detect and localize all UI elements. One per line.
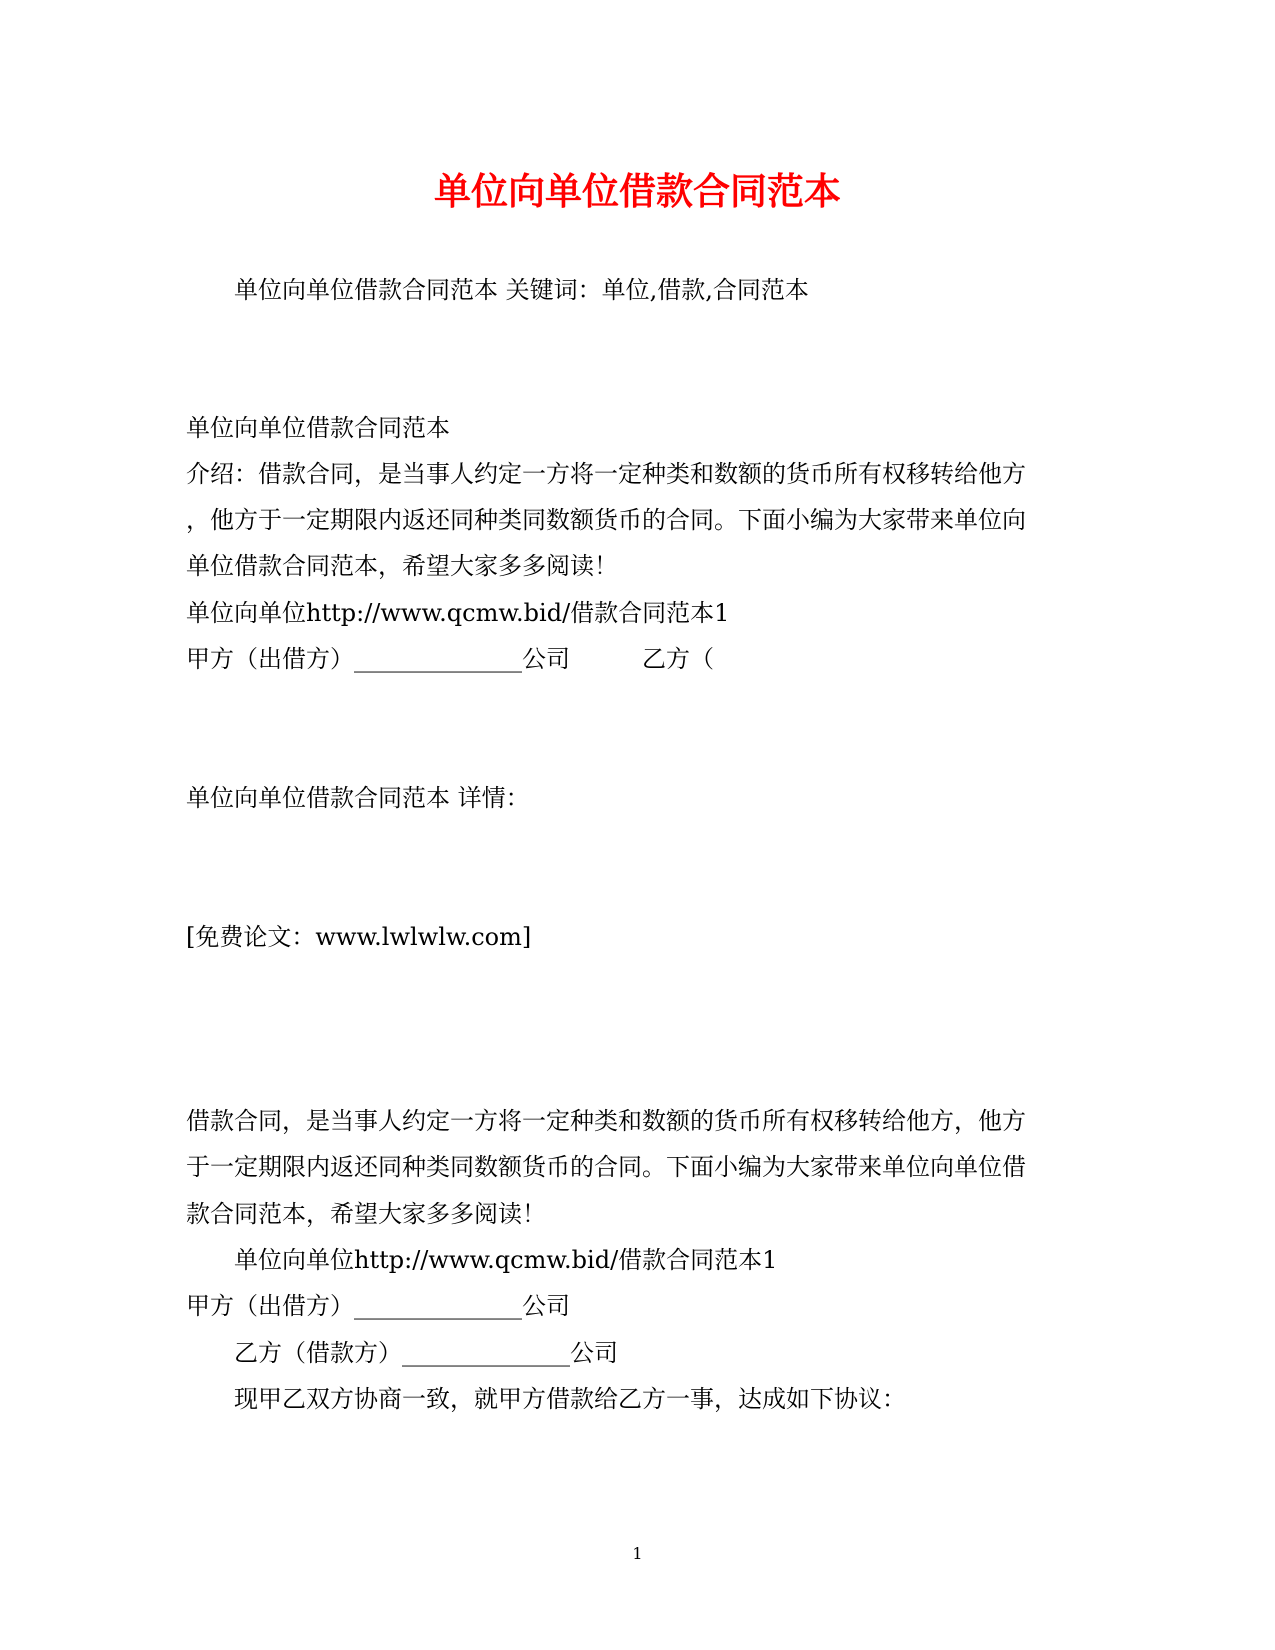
summary-heading: 单位向单位借款合同范本 (186, 414, 450, 442)
body-source-line: 单位向单位http://www.qcmw.bid/借款合同范本1 (234, 1246, 778, 1274)
party-b-line: 乙方（借款方）______________公司 (234, 1339, 618, 1367)
summary-party-line: 甲方（出借方）______________公司 乙方（ (186, 645, 714, 673)
summary-intro-line: 介绍：借款合同，是当事人约定一方将一定种类和数额的货币所有权移转给他方 (186, 460, 1026, 488)
page-number: 1 (632, 1544, 643, 1563)
free-paper-note: [免费论文：www.lwlwlw.com] (186, 923, 532, 951)
details-heading: 单位向单位借款合同范本 详情： (186, 784, 530, 812)
body-paragraph-line: 借款合同，是当事人约定一方将一定种类和数额的货币所有权移转给他方，他方 (186, 1107, 1026, 1135)
summary-intro-line: ，他方于一定期限内返还同种类同数额货币的合同。下面小编为大家带来单位向 (186, 506, 1026, 534)
document-title: 单位向单位借款合同范本 (434, 169, 841, 213)
party-a-line: 甲方（出借方）______________公司 (186, 1292, 570, 1320)
body-paragraph-line: 于一定期限内返还同种类同数额货币的合同。下面小编为大家带来单位向单位借 (186, 1153, 1026, 1181)
keywords-line: 单位向单位借款合同范本 关键词：单位,借款,合同范本 (234, 276, 809, 304)
summary-source-line: 单位向单位http://www.qcmw.bid/借款合同范本1 (186, 599, 730, 627)
summary-intro-line: 单位借款合同范本，希望大家多多阅读！ (186, 552, 618, 580)
agreement-line: 现甲乙双方协商一致，就甲方借款给乙方一事，达成如下协议： (234, 1385, 906, 1413)
body-paragraph-line: 款合同范本，希望大家多多阅读！ (186, 1200, 546, 1228)
